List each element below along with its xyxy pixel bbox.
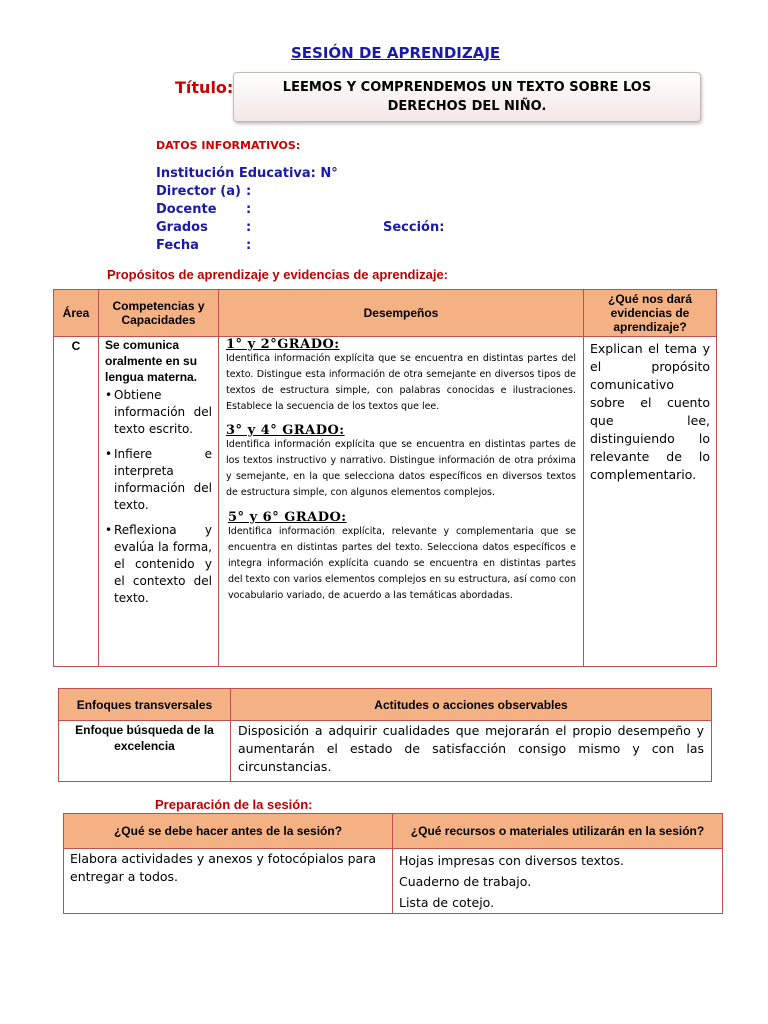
area-value: C bbox=[71, 339, 81, 353]
bullet-icon: • bbox=[105, 388, 113, 402]
header-desempenos: Desempeños bbox=[219, 290, 584, 337]
enfoque-cell bbox=[59, 721, 231, 782]
actitud-cell bbox=[231, 721, 712, 782]
institucion-label: Institución Educativa: N° bbox=[156, 166, 338, 181]
recurso-item: Cuaderno de trabajo. bbox=[399, 874, 532, 889]
grados-label: Grados bbox=[156, 220, 208, 235]
titulo-label: Título: bbox=[175, 78, 234, 97]
grados-colon: : bbox=[246, 220, 252, 235]
seccion-label: Sección: bbox=[383, 220, 445, 235]
grado-title: 1° y 2°GRADO: bbox=[226, 337, 340, 352]
bullet-icon: • bbox=[105, 447, 113, 461]
titulo-text: LEEMOS Y COMPRENDEMOS UN TEXTO SOBRE LOS DERECHOS DEL NIÑO. bbox=[282, 80, 652, 114]
propositos-title: Propósitos de aprendizaje y evidencias de aprendizaje: bbox=[107, 267, 449, 282]
header-antes: ¿Qué se debe hacer antes de la sesión? bbox=[64, 814, 393, 849]
header-enfoques: Enfoques transversales bbox=[59, 689, 231, 721]
datos-informativos-title: DATOS INFORMATIVOS: bbox=[156, 139, 301, 152]
header-evidencias: ¿Qué nos dará evidencias de aprendizaje? bbox=[584, 290, 717, 337]
desempenos-cell bbox=[219, 337, 584, 667]
docente-colon: : bbox=[246, 202, 252, 217]
enfoques-table bbox=[58, 688, 712, 782]
recursos-cell bbox=[393, 849, 723, 914]
preparacion-table bbox=[63, 813, 723, 914]
capacidad-item: • Infiere e interpreta información del texto. bbox=[105, 447, 212, 512]
grado-title: 3° y 4° GRADO: bbox=[226, 423, 345, 438]
preparacion-title: Preparación de la sesión: bbox=[155, 797, 313, 812]
grado-title: 5° y 6° GRADO: bbox=[228, 510, 347, 525]
docente-label: Docente bbox=[156, 202, 217, 217]
grado-desc: Identifica información explícita que se encuentra en distintas partes de los textos instructivo y narrativo. Distingue información de otra próxima y semejante, en la que selecciona datos específicos en diversos textos de estructura simple, con algunos elementos complejos. bbox=[226, 439, 576, 498]
capacidad-item: • Obtiene información del texto escrito. bbox=[105, 388, 212, 436]
titulo-box bbox=[233, 72, 701, 122]
competencias-cell bbox=[99, 337, 219, 667]
header-area: Área bbox=[54, 290, 99, 337]
capacidad-item: • Reflexiona y evalúa la forma, el contenido y el contexto del texto. bbox=[105, 523, 212, 605]
recurso-item: Lista de cotejo. bbox=[399, 895, 495, 910]
header-actitudes: Actitudes o acciones observables bbox=[231, 689, 712, 721]
enfoque-text: Enfoque búsqueda de la excelencia bbox=[75, 723, 214, 753]
evidencia-text: Explican el tema y el propósito comunicativo sobre el cuento que lee, distinguiendo lo relevante de lo complementario. bbox=[590, 341, 710, 482]
propositos-table bbox=[53, 289, 717, 667]
fecha-label: Fecha bbox=[156, 238, 199, 253]
recurso-item: Hojas impresas con diversos textos. bbox=[399, 853, 624, 868]
header-recursos: ¿Qué recursos o materiales utilizarán en la sesión? bbox=[393, 814, 723, 849]
director-label: Director (a) bbox=[156, 184, 241, 199]
actitud-text: Disposición a adquirir cualidades que mejorarán el propio desempeño y aumentarán el estado de satisfacción consigo mismo y con las circunstancias. bbox=[238, 723, 704, 774]
page-title: SESIÓN DE APRENDIZAJE bbox=[291, 44, 501, 62]
grado-desc: Identifica información explícita, relevante y complementaria que se encuentra en distintas partes del texto. Selecciona datos específicos e integra información explícita cuando se encuentra en distintas partes del texto con varios elementos complejos en su estructura, así como con vocabulario variado, de acuerdo a las temáticas abordadas. bbox=[228, 526, 576, 601]
grado-desc: Identifica información explícita que se encuentra en distintas partes del texto. Distingue esta información de otra semejante en diversos tipos de textos de estructura simple, con palabras conocidas e ilustraciones. Establece la secuencia de los textos que lee. bbox=[226, 353, 576, 412]
antes-cell bbox=[64, 849, 393, 914]
antes-text: Elabora actividades y anexos y fotocópialos para entregar a todos. bbox=[70, 851, 376, 884]
competencia-text: Se comunica oralmente en su lengua materna. bbox=[105, 338, 198, 384]
evidencias-cell bbox=[584, 337, 717, 667]
bullet-icon: • bbox=[105, 523, 113, 537]
fecha-colon: : bbox=[246, 238, 252, 253]
header-competencias: Competencias y Capacidades bbox=[99, 290, 219, 337]
director-colon: : bbox=[246, 184, 252, 199]
area-cell bbox=[54, 337, 99, 667]
